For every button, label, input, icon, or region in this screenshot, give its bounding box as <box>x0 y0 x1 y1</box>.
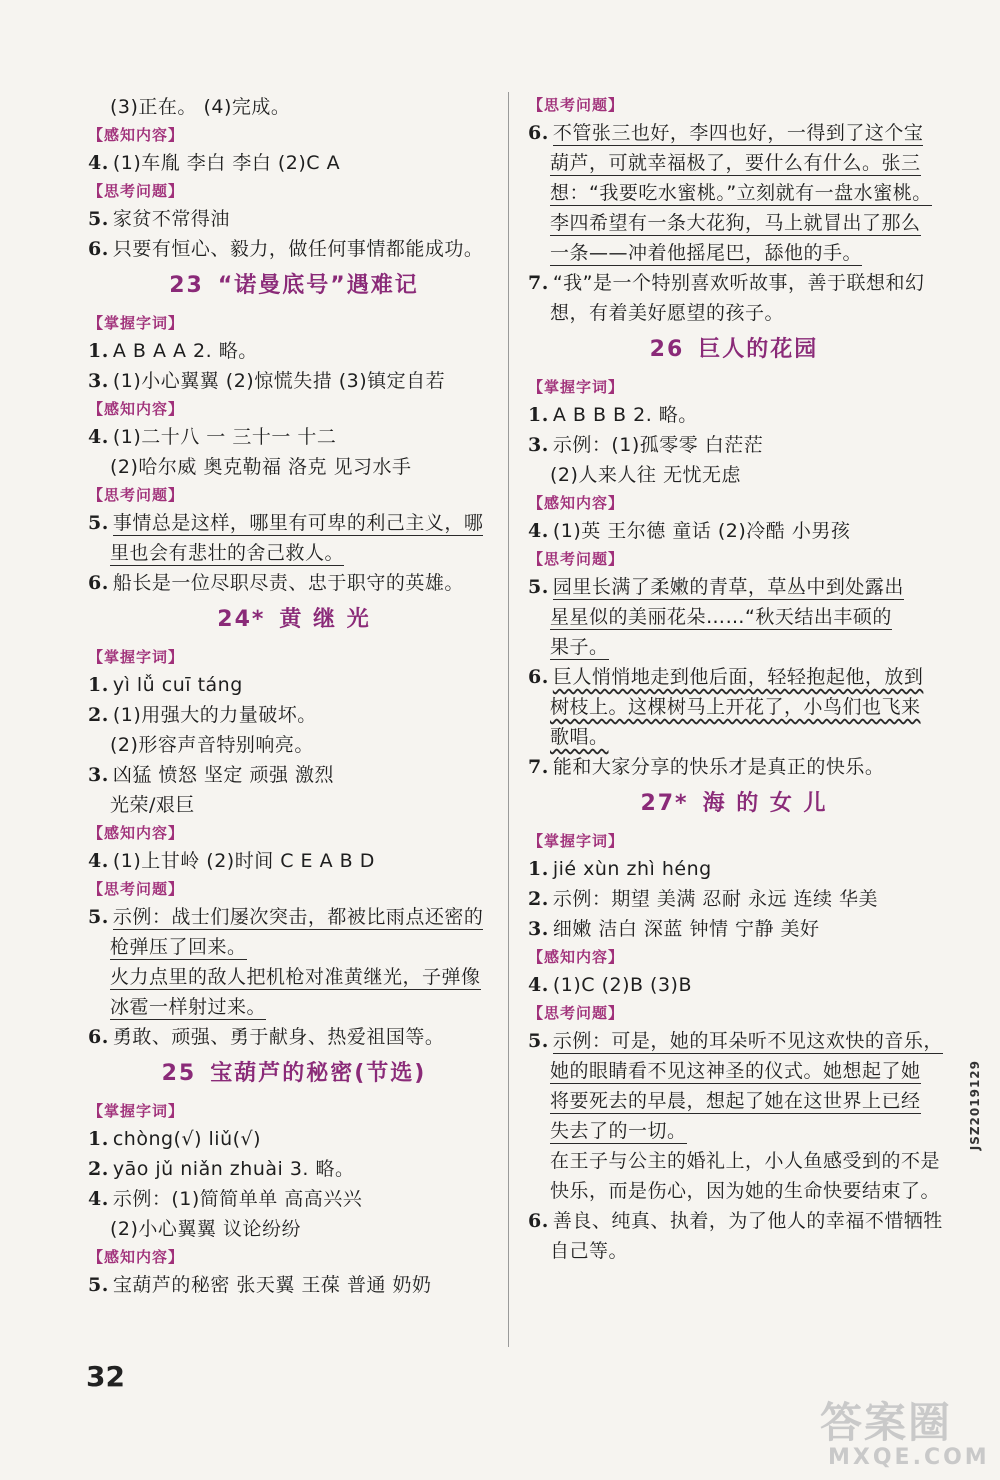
answer-line <box>528 970 940 1000</box>
question-number: 1. <box>528 404 549 426</box>
question-number: 4. <box>528 974 549 996</box>
answer-line <box>528 884 940 914</box>
answer-line <box>528 1116 940 1146</box>
answer-line <box>528 460 940 490</box>
question-number: 6. <box>528 666 549 688</box>
answer-line <box>88 1022 500 1052</box>
question-number: 5. <box>528 576 549 598</box>
answer-line <box>88 846 500 876</box>
answer-text: (1)C (2)B (3)B <box>552 974 692 996</box>
section-tag: 【掌握字词】 <box>528 378 625 396</box>
question-number: 4. <box>88 152 109 174</box>
answer-line <box>88 1124 500 1154</box>
question-number: 5. <box>88 512 109 534</box>
question-number: 5. <box>88 208 109 230</box>
watermark-url: MXQE.COM <box>828 1445 990 1470</box>
section-tag: 【感知内容】 <box>528 948 625 966</box>
answer-line <box>528 914 940 944</box>
answer-text: 只要有恒心、毅力，做任何事情都能成功。 <box>112 238 484 260</box>
lesson-number: 23 <box>169 273 204 298</box>
answer-line <box>528 752 940 782</box>
watermark-logo <box>820 1398 990 1476</box>
section-tag: 【思考问题】 <box>88 182 185 200</box>
question-number: 1. <box>88 674 109 696</box>
section-tag: 【感知内容】 <box>528 494 625 512</box>
answer-text: (2)哈尔威 奥克勒福 洛克 见习水手 <box>110 456 412 478</box>
answer-text: 示例：(1)简简单单 高高兴兴 <box>112 1188 363 1210</box>
section-tag: 【思考问题】 <box>528 96 625 114</box>
answer-text: 细嫩 洁白 深蓝 钟情 宁静 美好 <box>552 918 820 940</box>
answer-text: 里也会有悲壮的舍己救人。 <box>110 542 345 564</box>
answer-text: chòng(√) liǔ(√) <box>112 1128 262 1150</box>
answer-line <box>528 118 940 148</box>
answer-text: 光荣/艰巨 <box>110 794 195 816</box>
left-column <box>88 92 500 1300</box>
answer-line <box>88 92 500 122</box>
answer-line <box>528 692 940 722</box>
answer-line <box>528 208 940 238</box>
answer-line <box>528 1056 940 1086</box>
question-number: 6. <box>88 572 109 594</box>
answer-text: 她的眼睛看不见这神圣的仪式。她想起了她 <box>550 1060 921 1082</box>
question-number: 1. <box>88 1128 109 1150</box>
answer-text: (2)形容声音特别响亮。 <box>110 734 314 756</box>
question-number: 2. <box>88 1158 109 1180</box>
answer-text: 冰雹一样射过来。 <box>110 996 267 1018</box>
question-number: 2. <box>88 704 109 726</box>
answer-text: (2)小心翼翼 议论纷纷 <box>110 1218 301 1240</box>
question-number: 6. <box>88 238 109 260</box>
question-number: 4. <box>528 520 549 542</box>
page-number: 32 <box>86 1360 125 1393</box>
answer-line <box>528 632 940 662</box>
section-tag: 【思考问题】 <box>528 550 625 568</box>
answer-text: 示例：期望 美满 忍耐 永远 连续 华美 <box>552 888 879 910</box>
section-tag: 【思考问题】 <box>88 486 185 504</box>
answer-line <box>528 662 940 692</box>
answer-text: 园里长满了柔嫩的青草，草丛中到处露出 <box>552 576 904 598</box>
answer-line <box>88 700 500 730</box>
question-number: 1. <box>88 340 109 362</box>
answer-text: 能和大家分享的快乐才是真正的快乐。 <box>552 756 885 778</box>
answer-line <box>88 366 500 396</box>
answer-text: 宝葫芦的秘密 张天翼 王葆 普通 奶奶 <box>112 1274 432 1296</box>
answer-line <box>528 572 940 602</box>
lesson-title: 巨人的花园 <box>698 337 819 362</box>
answer-line <box>88 568 500 598</box>
answer-text: 星星似的美丽花朵……“秋天结出丰硕的 <box>550 606 892 628</box>
answer-text: (1)用强大的力量破坏。 <box>112 704 317 726</box>
question-number: 5. <box>88 1274 109 1296</box>
lesson-title: 海 的 女 儿 <box>702 791 828 816</box>
answer-text: 自己等。 <box>550 1240 629 1262</box>
lesson-number: 24* <box>217 607 266 632</box>
answer-text: yì lǚ cuī táng <box>112 674 243 696</box>
answer-line <box>88 932 500 962</box>
watermark-text: 答案圈 <box>820 1398 953 1447</box>
answer-line <box>528 516 940 546</box>
answer-text: 船长是一位尽职尽责、忠于职守的英雄。 <box>112 572 464 594</box>
answer-line <box>88 1184 500 1214</box>
answer-text: A B A A 2. 略。 <box>112 340 258 362</box>
answer-line <box>528 1086 940 1116</box>
section-tag: 【感知内容】 <box>88 824 185 842</box>
answer-line <box>88 1154 500 1184</box>
lesson-heading <box>88 264 500 310</box>
answer-line <box>88 234 500 264</box>
lesson-title: “诺曼底号”遇难记 <box>217 273 419 298</box>
section-tag: 【感知内容】 <box>88 1248 185 1266</box>
answer-line <box>88 790 500 820</box>
answer-text: (3)正在。 (4)完成。 <box>110 96 291 118</box>
question-number: 3. <box>528 434 549 456</box>
answer-line <box>88 148 500 178</box>
section-tag: 【感知内容】 <box>88 126 185 144</box>
question-number: 2. <box>528 888 549 910</box>
answer-text: 果子。 <box>550 636 609 658</box>
column-divider <box>508 92 509 1347</box>
answer-text: “我”是一个特别喜欢听故事，善于联想和幻 <box>552 272 925 294</box>
answer-text: 树枝上。这棵树马上开花了，小鸟们也飞来 <box>550 696 921 718</box>
lesson-heading <box>528 782 940 828</box>
lesson-heading <box>528 328 940 374</box>
answer-line <box>528 1176 940 1206</box>
lesson-title: 黄 继 光 <box>279 607 371 632</box>
answer-line <box>88 508 500 538</box>
answer-line <box>528 298 940 328</box>
question-number: 4. <box>88 1188 109 1210</box>
question-number: 5. <box>528 1030 549 1052</box>
answer-line <box>528 722 940 752</box>
answer-text: 一条——冲着他摇尾巴，舔他的手。 <box>550 242 863 264</box>
answer-line <box>528 602 940 632</box>
answer-line <box>528 430 940 460</box>
question-number: 6. <box>88 1026 109 1048</box>
section-tag: 【掌握字词】 <box>88 314 185 332</box>
answer-text: (2)人来人往 无忧无虑 <box>550 464 741 486</box>
answer-text: 快乐，而是伤心，因为她的生命快要结束了。 <box>550 1180 941 1202</box>
answer-line <box>88 962 500 992</box>
answer-line <box>528 148 940 178</box>
answer-line <box>88 538 500 568</box>
answer-line <box>88 902 500 932</box>
section-tag: 【掌握字词】 <box>88 1102 185 1120</box>
answer-text: (1)上甘岭 (2)时间 C E A B D <box>112 850 375 872</box>
answer-line <box>88 452 500 482</box>
answer-line <box>528 854 940 884</box>
answer-line <box>88 1270 500 1300</box>
question-number: 3. <box>88 370 109 392</box>
lesson-number: 26 <box>649 337 685 362</box>
question-number: 5. <box>88 906 109 928</box>
section-tag: 【感知内容】 <box>88 400 185 418</box>
lesson-number: 25 <box>161 1061 197 1086</box>
answer-text: 不管张三也好，李四也好，一得到了这个宝 <box>552 122 924 144</box>
answer-text: 想：“我要吃水蜜桃。”立刻就有一盘水蜜桃。 <box>550 182 932 204</box>
answer-text: 葫芦，可就幸福极了，要什么有什么。张三 <box>550 152 921 174</box>
answer-text: 勇敢、顽强、勇于献身、热爱祖国等。 <box>112 1026 445 1048</box>
question-number: 3. <box>88 764 109 786</box>
answer-line <box>528 1026 943 1056</box>
answer-text: A B B B 2. 略。 <box>552 404 698 426</box>
answer-line <box>88 1214 500 1244</box>
answer-text: 善良、纯真、执着，为了他人的幸福不惜牺牲 <box>552 1210 943 1232</box>
answer-line <box>528 1236 940 1266</box>
answer-text: 在王子与公主的婚礼上，小人鱼感受到的不是 <box>550 1150 941 1172</box>
answer-text: 想，有着美好愿望的孩子。 <box>550 302 785 324</box>
section-tag: 【思考问题】 <box>88 880 185 898</box>
answer-text: 失去了的一切。 <box>550 1120 687 1142</box>
answer-text: yāo jǔ niǎn zhuài 3. 略。 <box>112 1158 355 1180</box>
answer-line <box>528 400 940 430</box>
answer-text: 家贫不常得油 <box>112 208 230 230</box>
answer-line <box>88 670 500 700</box>
answer-line <box>528 1206 943 1236</box>
question-number: 4. <box>88 426 109 448</box>
lesson-number: 27* <box>640 791 689 816</box>
answer-line <box>88 992 500 1022</box>
answer-text: 巨人悄悄地走到他后面，轻轻抱起他，放到 <box>552 666 924 688</box>
answer-text: jié xùn zhì héng <box>552 858 712 880</box>
answer-line <box>528 1146 940 1176</box>
question-number: 7. <box>528 272 549 294</box>
question-number: 4. <box>88 850 109 872</box>
answer-line <box>88 336 500 366</box>
answer-text: 示例：(1)孤零零 白茫茫 <box>552 434 764 456</box>
answer-line <box>528 178 940 208</box>
answer-text: 枪弹压了回来。 <box>110 936 247 958</box>
answer-text: 凶猛 愤怒 坚定 顽强 激烈 <box>112 764 335 786</box>
lesson-heading <box>88 1052 500 1098</box>
answer-line <box>88 730 500 760</box>
section-tag: 【掌握字词】 <box>88 648 185 666</box>
answer-text: 示例：战士们屡次突击，都被比雨点还密的 <box>112 906 484 928</box>
question-number: 3. <box>528 918 549 940</box>
answer-text: (1)小心翼翼 (2)惊慌失措 (3)镇定自若 <box>112 370 446 392</box>
lesson-title: 宝葫芦的秘密(节选) <box>210 1061 427 1086</box>
lesson-heading <box>88 598 500 644</box>
answer-text: (1)英 王尔德 童话 (2)冷酷 小男孩 <box>552 520 851 542</box>
answer-text: 事情总是这样，哪里有可卑的利己主义，哪 <box>112 512 484 534</box>
answer-line <box>88 204 500 234</box>
section-tag: 【思考问题】 <box>528 1004 625 1022</box>
answer-text: (1)二十八 一 三十一 十二 <box>112 426 337 448</box>
answer-text: 示例：可是，她的耳朵听不见这欢快的音乐， <box>552 1030 943 1052</box>
answer-line <box>528 238 940 268</box>
answer-line <box>88 760 500 790</box>
question-number: 7. <box>528 756 549 778</box>
side-code: JSZ2019129 <box>968 1060 982 1151</box>
right-column <box>528 92 943 1266</box>
question-number: 1. <box>528 858 549 880</box>
answer-text: 火力点里的敌人把机枪对准黄继光，子弹像 <box>110 966 481 988</box>
answer-text: 将要死去的早晨，想起了她在这世界上已经 <box>550 1090 921 1112</box>
answer-text: 李四希望有一条大花狗，马上就冒出了那么 <box>550 212 921 234</box>
question-number: 6. <box>528 1210 549 1232</box>
answer-line <box>88 422 500 452</box>
answer-text: 歌唱。 <box>550 726 609 748</box>
section-tag: 【掌握字词】 <box>528 832 625 850</box>
question-number: 6. <box>528 122 549 144</box>
answer-text: (1)车胤 李白 李白 (2)C A <box>112 152 341 174</box>
answer-line <box>528 268 940 298</box>
